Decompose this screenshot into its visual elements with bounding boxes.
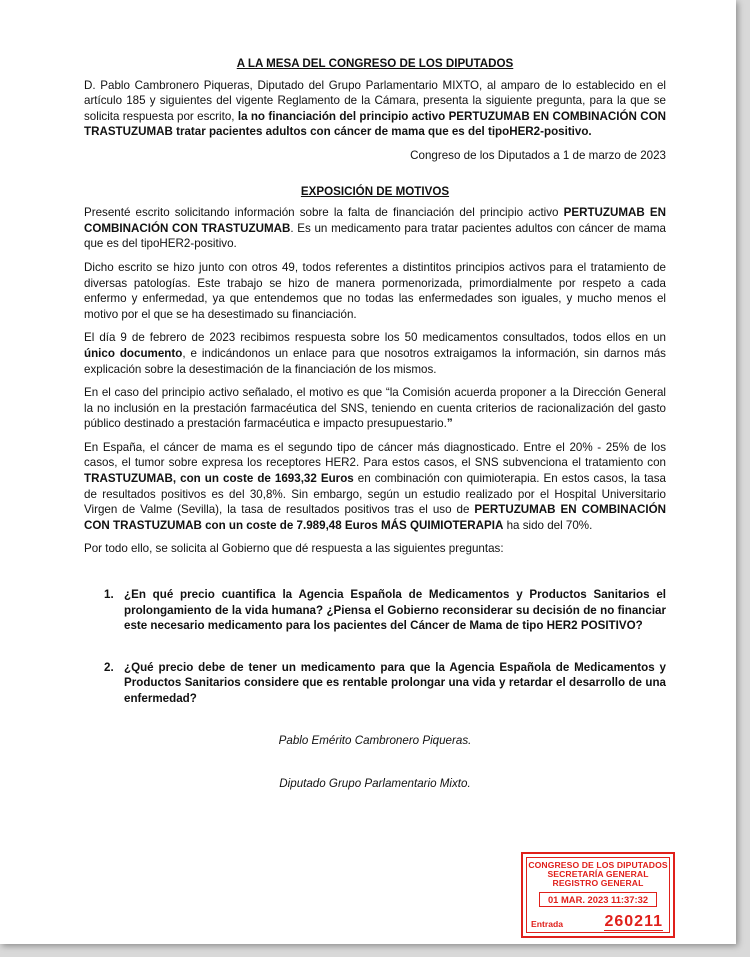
paragraph-3 (84, 330, 666, 377)
p5-text-c: en combinación con quimioterapia. En estos casos, la tasa de resultados positivos es del 30,8%. Sin embargo, según un estudio realizado por el Hospital Universitario Virgen de Valme (Sevilla), la tasa de resultados positivos tras el uso de (84, 472, 666, 517)
p3-bold: único documento (84, 346, 183, 360)
p5-text-a: En España, el cáncer de mama es el segundo tipo de cáncer más diagnosticado. Entre el 20% - 25% de los casos, el tumor sobre expresa los receptores HER2. Para estos casos, el SNS subvenciona el tratamiento con (84, 440, 666, 470)
p1-text-a: Presenté escrito solicitando información sobre la falta de financiación del principio activo (84, 206, 564, 220)
registry-stamp (521, 852, 675, 938)
p3-text-a: El día 9 de febrero de 2023 recibimos respuesta sobre los 50 medicamentos consultados, todos ellos en un (84, 331, 666, 345)
stamp-entry-number: 260211 (604, 913, 663, 930)
stamp-inner-border (526, 857, 670, 933)
stamp-line-1: CONGRESO DE LOS DIPUTADOS (528, 860, 668, 870)
paragraph-4 (84, 385, 666, 432)
p1-bold: PERTUZUMAB EN COMBINACIÓN CON TRASTUZUMAB (84, 206, 666, 235)
intro-question-bold: la no financiación del principio activo PERTUZUMAB EN COMBINACIÓN CON TRASTUZUMAB tratar pacientes adultos con cáncer de mama que es del tipoHER2-positivo. (84, 109, 666, 139)
p5-text-e: ha sido del 70%. (503, 518, 593, 532)
intro-paragraph (84, 78, 666, 140)
p4-quote: En el caso del principio activo señalado, el motivo es que “la Comisión acuerda proponer a la Dirección General la no inclusión en la prestación farmacéutica del SNS, teniendo en cuenta criterios de racionalización del gasto público destinado a prestación farmacéutica e impacto presupuestario. (84, 386, 666, 431)
paragraph-5 (84, 440, 666, 534)
question-text: ¿Qué precio debe de tener un medicamento para que la Agencia Española de Medicamentos y Productos Sanitarios considere que es rentable prolongar una vida y retardar el desarrollo de una enfermedad? (124, 660, 666, 705)
document-title: A LA MESA DEL CONGRESO DE LOS DIPUTADOS (236, 57, 514, 70)
question-item (84, 660, 666, 707)
question-list (84, 587, 666, 707)
signature-role: Diputado Grupo Parlamentario Mixto. (279, 777, 471, 791)
date-line: Congreso de los Diputados a 1 de marzo de 2023 (410, 148, 666, 162)
stamp-line-2: SECRETARÍA GENERAL (547, 869, 649, 879)
p5-bold-b: TRASTUZUMAB, con un coste de 1693,32 Euros (84, 472, 354, 486)
p4-close-quote: ” (446, 417, 453, 431)
section-title: EXPOSICIÓN DE MOTIVOS (300, 184, 450, 198)
stamp-date: 01 MAR. 2023 11:37:32 (539, 892, 657, 907)
document-body (84, 56, 666, 792)
question-text: ¿En qué precio cuantifica la Agencia Española de Medicamentos y Productos Sanitarios el prolongamiento de la vida humana? ¿Piensa el Gobierno reconsiderar su decisión de no financiar este necesario medicamento para los pacientes del Cáncer de Mama de tipo HER2 POSITIVO? (124, 588, 666, 633)
signature-name: Pablo Emérito Cambronero Piqueras. (278, 733, 472, 747)
paragraph-2: Dicho escrito se hizo junto con otros 49, todos referentes a distintitos principios activos para el tratamiento de diversas patologías. Este trabajo se hizo de manera pormenorizada, primordialmente por respeto a cada enfermo y enfermedad, ya que entendemos que no todas las enfermedades son iguales, y mucho menos el motivo por el que se ha desestimado su financiación. (84, 260, 666, 321)
p5-bold-d: PERTUZUMAB EN COMBINACIÓN CON TRASTUZUMAB con un coste de 7.989,48 Euros MÁS QUIMIOTERAPIA (84, 503, 666, 532)
question-item (84, 587, 666, 634)
stamp-entry-label: Entrada (531, 919, 563, 929)
p1-text-c: . Es un medicamento para tratar pacientes adultos con cáncer de mama que es del tipoHER2-positivo. (84, 221, 666, 251)
question-number: 2. (104, 660, 114, 674)
intro-text: D. Pablo Cambronero Piqueras, Diputado del Grupo Parlamentario MIXTO, al amparo de lo establecido en el artículo 185 y siguientes del vigente Reglamento de la Cámara, presenta la siguiente pregunta, para la que se solicita respuesta por escrito, (84, 78, 666, 123)
p3-text-c: , e indicándonos un enlace para que nosotros extraigamos la información, sin darnos más explicación sobre la desestimación de la financiación de los mismos. (84, 346, 666, 376)
paragraph-1 (84, 205, 666, 252)
question-number: 1. (104, 588, 114, 602)
stamp-line-3: REGISTRO GENERAL (552, 878, 644, 888)
paragraph-6: Por todo ello, se solicita al Gobierno que dé respuesta a las siguientes preguntas: (84, 542, 504, 556)
